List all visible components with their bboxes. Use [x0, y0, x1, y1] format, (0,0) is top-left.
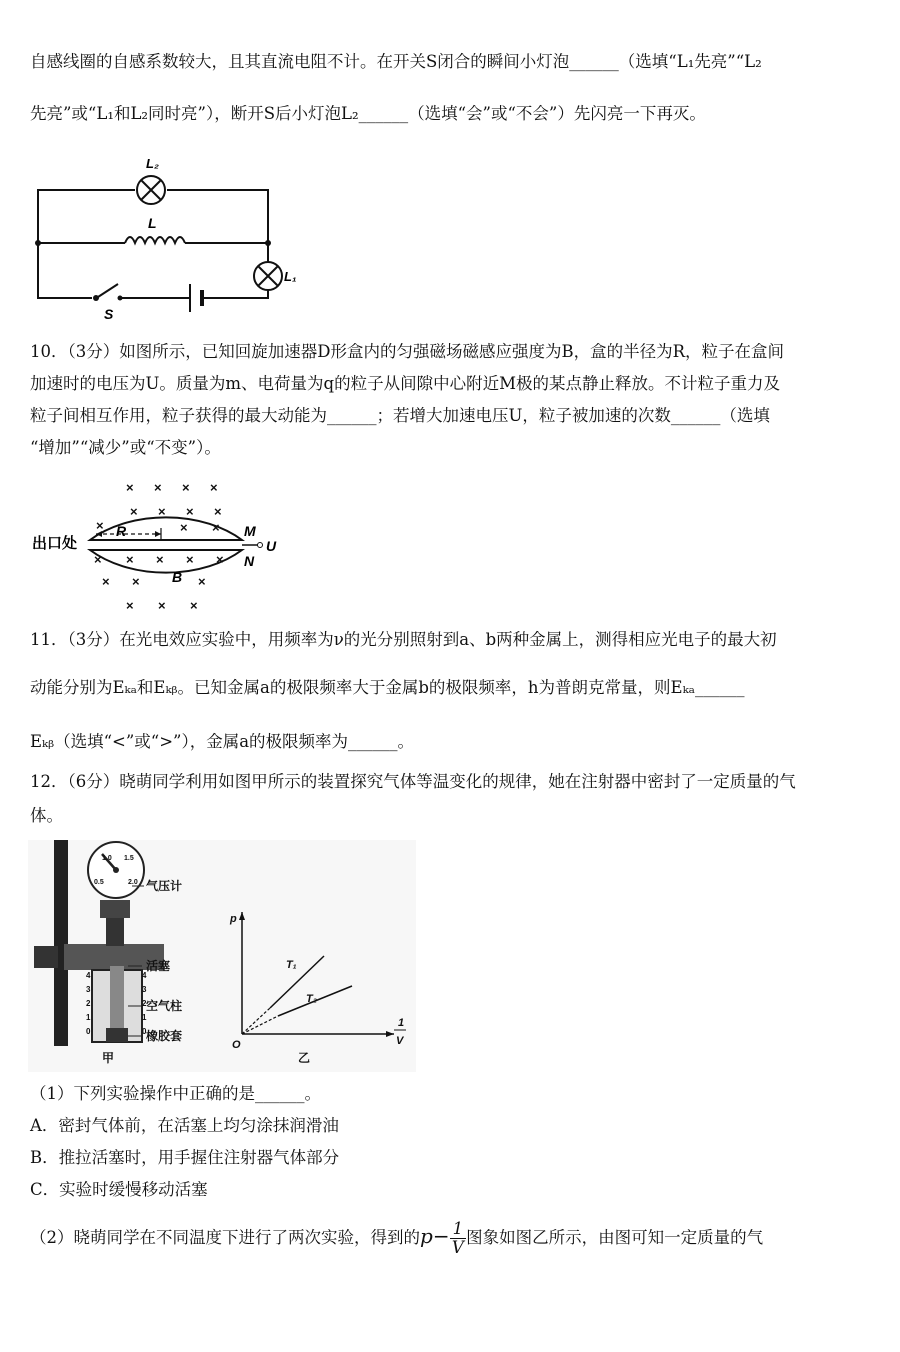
q9-circuit-diagram [30, 150, 297, 325]
label-yi: 乙 [298, 1051, 311, 1065]
origin-label: O [232, 1039, 241, 1051]
field-cross: × [156, 552, 164, 567]
t1-label: T₁ [286, 959, 297, 971]
field-cross: × [102, 574, 110, 589]
scale-tick: 1 [142, 1013, 147, 1022]
scale-tick: 0 [142, 1027, 147, 1036]
q10-text-line1: 10．（3分）如图所示，已知回旋加速器D形盒内的匀强磁场磁感应强度为B，盒的半径为R，粒子在盒间 [30, 342, 785, 361]
field-cross: × [210, 480, 218, 495]
label-rubber-cap: 橡胶套 [146, 1029, 183, 1043]
field-cross: × [190, 598, 198, 613]
field-cross: × [94, 552, 102, 567]
q9-text-line2: 先亮”或“L₁和L₂同时亮”），断开S后小灯泡L₂______（选填“会”或“不会”）先闪亮一下再灭。 [30, 104, 706, 123]
axis-x-numerator: 1 [398, 1017, 405, 1029]
q10-cyclotron-diagram [30, 470, 290, 630]
q11-text-line1: 11．（3分）在光电效应实验中，用频率为ν的光分别照射到a、b两种金属上，测得相应光电子的最大初 [30, 630, 777, 649]
field-cross: × [126, 480, 134, 495]
axis-p-label: p [230, 913, 237, 925]
field-cross: × [132, 574, 140, 589]
scale-tick: 4 [142, 971, 147, 980]
q12-text-line1: 12．（6分）晓萌同学利用如图甲所示的装置探究气体等温变化的规律，她在注射器中密封了一定质量的气 [30, 772, 796, 791]
label-jia: 甲 [102, 1051, 115, 1065]
label-l: L [148, 215, 157, 231]
field-cross: × [186, 504, 194, 519]
label-u: U [266, 538, 277, 554]
q9-text-line1: 自感线圈的自感系数较大，且其直流电阻不计。在开关S闭合的瞬间小灯泡______（选填“L₁先亮”“L₂ [30, 52, 762, 71]
field-cross: × [130, 504, 138, 519]
label-air-column: 空气柱 [146, 999, 183, 1013]
field-cross: × [216, 552, 224, 567]
lamp-l2-icon [137, 176, 165, 204]
field-cross: × [198, 574, 206, 589]
label-n: N [244, 553, 255, 569]
q12-text-line2: 体。 [30, 806, 63, 825]
q10-text-line2: 加速时的电压为U。质量为m、电荷量为q的粒子从间隙中心附近M极的某点静止释放。不计粒子重力及 [30, 374, 781, 393]
label-s: S [104, 306, 114, 322]
field-cross: × [96, 518, 104, 533]
q12-sub2-prefix: （2）晓萌同学在不同温度下进行了两次实验，得到的 [30, 1228, 420, 1247]
field-cross: × [186, 552, 194, 567]
q10-text-line3: 粒子间相互作用，粒子获得的最大动能为______；若增大加速电压U，粒子被加速的次数______（选填 [30, 406, 770, 425]
lamp-l1-icon [254, 262, 282, 290]
dial-label: 0.5 [94, 879, 104, 886]
field-cross: × [180, 520, 188, 535]
q12-apparatus-figure [28, 840, 416, 1072]
field-cross: × [158, 504, 166, 519]
field-cross: × [158, 598, 166, 613]
q12-option-a: A．密封气体前，在活塞上均匀涂抹润滑油 [30, 1116, 339, 1135]
label-m: M [244, 523, 256, 539]
q12-sub2-suffix: 图象如图乙所示，由图可知一定质量的气 [466, 1228, 764, 1247]
label-exit: 出口处 [32, 535, 78, 552]
switch-icon [93, 284, 123, 301]
dial-label: 2.0 [128, 879, 138, 886]
field-cross: × [154, 480, 162, 495]
battery-icon [190, 284, 202, 312]
field-cross: × [182, 480, 190, 495]
q12-sub2 [30, 1212, 763, 1262]
field-cross: × [212, 520, 220, 535]
label-r: R [116, 523, 127, 539]
dial-label: 1.5 [124, 855, 134, 862]
label-b: B [172, 569, 183, 585]
q12-sub2-numerator: 1 [450, 1220, 467, 1239]
scale-tick: 3 [86, 985, 91, 994]
q11-text-line3: Eₖᵦ（选填“<”或“>”），金属a的极限频率为______。 [30, 732, 415, 751]
pressure-gauge-icon [88, 842, 144, 898]
q10-text-line4: “增加”“减少”或“不变”）。 [30, 438, 221, 457]
label-l2: L₂ [146, 156, 159, 171]
q11-text-line2: 动能分别为Eₖₐ和Eₖᵦ。已知金属a的极限频率大于金属b的极限频率，h为普朗克常量，则Eₖₐ______ [30, 678, 745, 697]
q12-sub2-minus: − [432, 1224, 450, 1248]
scale-tick: 4 [86, 971, 91, 980]
scale-tick: 2 [86, 999, 91, 1008]
q12-option-b: B．推拉活塞时，用手握住注射器气体部分 [30, 1148, 340, 1167]
scale-tick: 1 [86, 1013, 91, 1022]
label-l1: L₁ [284, 269, 297, 284]
field-cross: × [214, 504, 222, 519]
label-gauge: 气压计 [146, 879, 183, 893]
q12-option-c: C．实验时缓慢移动活塞 [30, 1180, 208, 1199]
field-cross: × [126, 598, 134, 613]
field-cross: × [126, 552, 134, 567]
t2-label: T₂ [306, 993, 317, 1005]
scale-tick: 3 [142, 985, 147, 994]
scale-tick: 2 [142, 999, 147, 1008]
q12-sub2-p: p [420, 1224, 433, 1248]
scale-tick: 0 [86, 1027, 91, 1036]
q12-sub2-denominator: V [451, 1238, 464, 1257]
label-piston: 活塞 [146, 959, 171, 973]
dial-label: 1.0 [102, 855, 112, 862]
axis-x-denominator: V [396, 1035, 404, 1047]
q12-sub1: （1）下列实验操作中正确的是______。 [30, 1084, 321, 1103]
q12-sub2-fraction [450, 1220, 467, 1257]
